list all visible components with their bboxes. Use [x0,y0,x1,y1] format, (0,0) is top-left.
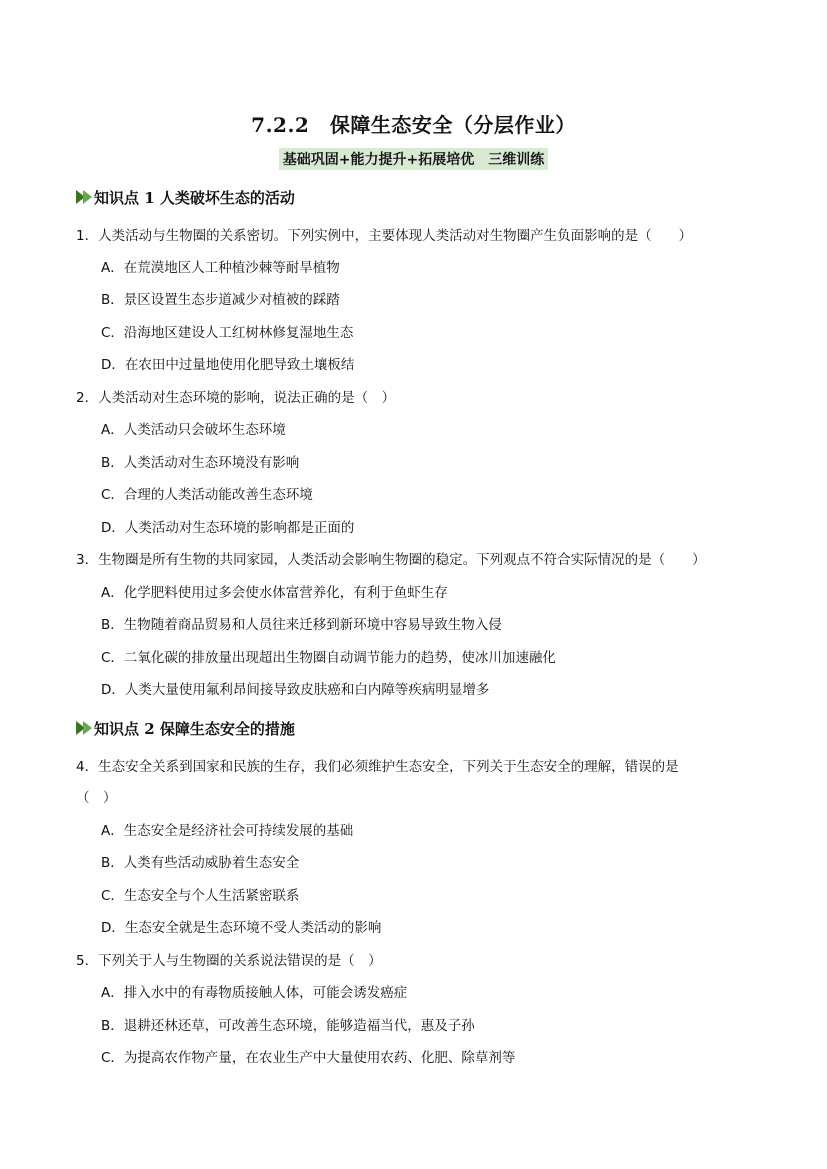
question-3-option-a: A．化学肥料使用过多会使水体富营养化，有利于鱼虾生存 [101,585,448,601]
question-4-stem-continued: （ ） [76,790,117,806]
question-1-option-c: C．沿海地区建设人工红树林修复湿地生态 [101,325,354,341]
question-5-stem: 5．下列关于人与生物圈的关系说法错误的是（ ） [76,953,382,969]
question-5-option-b: B．退耕还林还草，可改善生态环境，能够造福当代，惠及子孙 [101,1018,475,1034]
question-4-option-d: D．生态安全就是生态环境不受人类活动的影响 [101,920,382,936]
question-3-option-b: B．生物随着商品贸易和人员往来迁移到新环境中容易导致生物入侵 [101,617,502,633]
question-3-option-d: D．人类大量使用氟利昂间接导致皮肤癌和白内障等疾病明显增多 [101,682,490,698]
question-5-option-a: A．排入水中的有毒物质接触人体，可能会诱发癌症 [101,985,408,1001]
question-2-option-a: A．人类活动只会破坏生态环境 [101,422,286,438]
page-subtitle: 基础巩固+能力提升+拓展培优 三维训练 [279,148,548,170]
section-heading-2 [76,717,295,739]
double-chevron-icon [76,721,90,735]
question-3-stem: 3．生物圈是所有生物的共同家园，人类活动会影响生物圈的稳定。下列观点不符合实际情况的是（ ） [76,552,706,568]
subtitle-row [0,148,827,170]
section-label: 知识点 2 保障生态安全的措施 [94,719,295,738]
section-heading-1 [76,186,295,208]
question-2-option-c: C．合理的人类活动能改善生态环境 [101,487,313,503]
question-4-option-a: A．生态安全是经济社会可持续发展的基础 [101,823,354,839]
question-1-option-d: D．在农田中过量地使用化肥导致土壤板结 [101,357,355,373]
question-2-stem: 2．人类活动对生态环境的影响，说法正确的是（ ） [76,390,396,406]
question-2-option-d: D．人类活动对生态环境的影响都是正面的 [101,520,355,536]
question-2-option-b: B．人类活动对生态环境没有影响 [101,455,300,471]
question-1-option-b: B．景区设置生态步道减少对植被的踩踏 [101,292,340,308]
question-4-stem: 4．生态安全关系到国家和民族的生存，我们必须维护生态安全，下列关于生态安全的理解，错误的是 [76,759,679,775]
question-4-option-b: B．人类有些活动威胁着生态安全 [101,855,300,871]
question-5-option-c: C．为提高农作物产量，在农业生产中大量使用农药、化肥、除草剂等 [101,1050,516,1066]
question-4-option-c: C．生态安全与个人生活紧密联系 [101,888,300,904]
double-chevron-icon [76,190,90,204]
page-title: 7.2.2 保障生态安全（分层作业） [251,113,576,137]
section-label: 知识点 1 人类破坏生态的活动 [94,188,295,207]
question-1-option-a: A．在荒漠地区人工种植沙棘等耐旱植物 [101,260,340,276]
question-1-stem: 1．人类活动与生物圈的关系密切。下列实例中，主要体现人类活动对生物圈产生负面影响的是（ ） [76,228,693,244]
question-3-option-c: C．二氧化碳的排放量出现超出生物圈自动调节能力的趋势，使冰川加速融化 [101,650,556,666]
